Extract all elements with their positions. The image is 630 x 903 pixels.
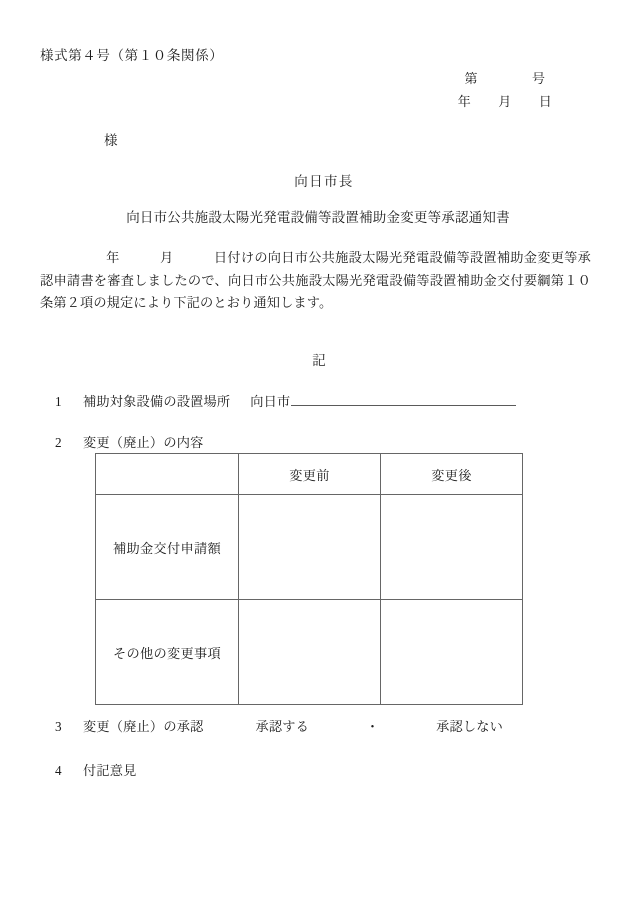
item-2-change-content bbox=[55, 432, 204, 451]
form-number: 様式第４号（第１０条関係） bbox=[40, 48, 224, 63]
cell-other-after[interactable] bbox=[381, 600, 523, 705]
document-number-field: 第 号 bbox=[464, 71, 546, 86]
item-2-label: 変更（廃止）の内容 bbox=[83, 435, 204, 450]
ki-marker: 記 bbox=[312, 353, 326, 368]
cell-subsidy-before[interactable] bbox=[239, 495, 381, 600]
item-1-number: 1 bbox=[55, 394, 62, 409]
body-text-rest: 向日市公共施設太陽光発電設備等設置補助金変更等承認申請書を審査しましたので、向日市公共施設太陽光発電設備等設置補助金交付要綱第１０条第２項の規定により下記のとおり通知します。 bbox=[40, 250, 591, 310]
item-3-label: 変更（廃止）の承認 bbox=[83, 719, 204, 734]
change-details-table bbox=[95, 453, 523, 705]
item-2-number: 2 bbox=[55, 435, 62, 450]
document-date-field: 年 月 日 bbox=[457, 94, 553, 109]
document-title: 向日市公共施設太陽光発電設備等設置補助金変更等承認通知書 bbox=[126, 210, 510, 225]
item-4-remarks bbox=[55, 760, 137, 779]
row-label-subsidy-amount: 補助金交付申請額 bbox=[96, 495, 239, 600]
body-paragraph bbox=[40, 247, 591, 315]
item-1-location bbox=[55, 391, 516, 410]
body-date-blank: 年 月 日付けの bbox=[106, 250, 268, 265]
item-4-number: 4 bbox=[55, 763, 62, 778]
item-1-city-prefix: 向日市 bbox=[250, 394, 291, 409]
item-4-label: 付記意見 bbox=[83, 763, 137, 778]
cell-other-before[interactable] bbox=[239, 600, 381, 705]
approval-options bbox=[256, 716, 504, 735]
table-row bbox=[96, 495, 523, 600]
header-cell-after: 変更後 bbox=[381, 454, 523, 495]
row-label-other-changes: その他の変更事項 bbox=[96, 600, 239, 705]
approval-option-reject[interactable]: 承認しない bbox=[436, 719, 503, 734]
header-cell-blank bbox=[96, 454, 239, 495]
approval-option-approve[interactable]: 承認する bbox=[255, 719, 310, 734]
table-header-row bbox=[96, 454, 523, 495]
item-1-label: 補助対象設備の設置場所 bbox=[83, 394, 231, 409]
table-row bbox=[96, 600, 523, 705]
item-1-location-input[interactable] bbox=[291, 392, 516, 406]
addressee-line: 様 bbox=[104, 133, 118, 148]
cell-subsidy-after[interactable] bbox=[381, 495, 523, 600]
header-cell-before: 変更前 bbox=[239, 454, 381, 495]
item-3-number: 3 bbox=[55, 719, 62, 734]
item-3-approval bbox=[55, 716, 503, 735]
approval-option-separator: ・ bbox=[365, 719, 380, 734]
issuer-name: 向日市長 bbox=[294, 174, 354, 189]
